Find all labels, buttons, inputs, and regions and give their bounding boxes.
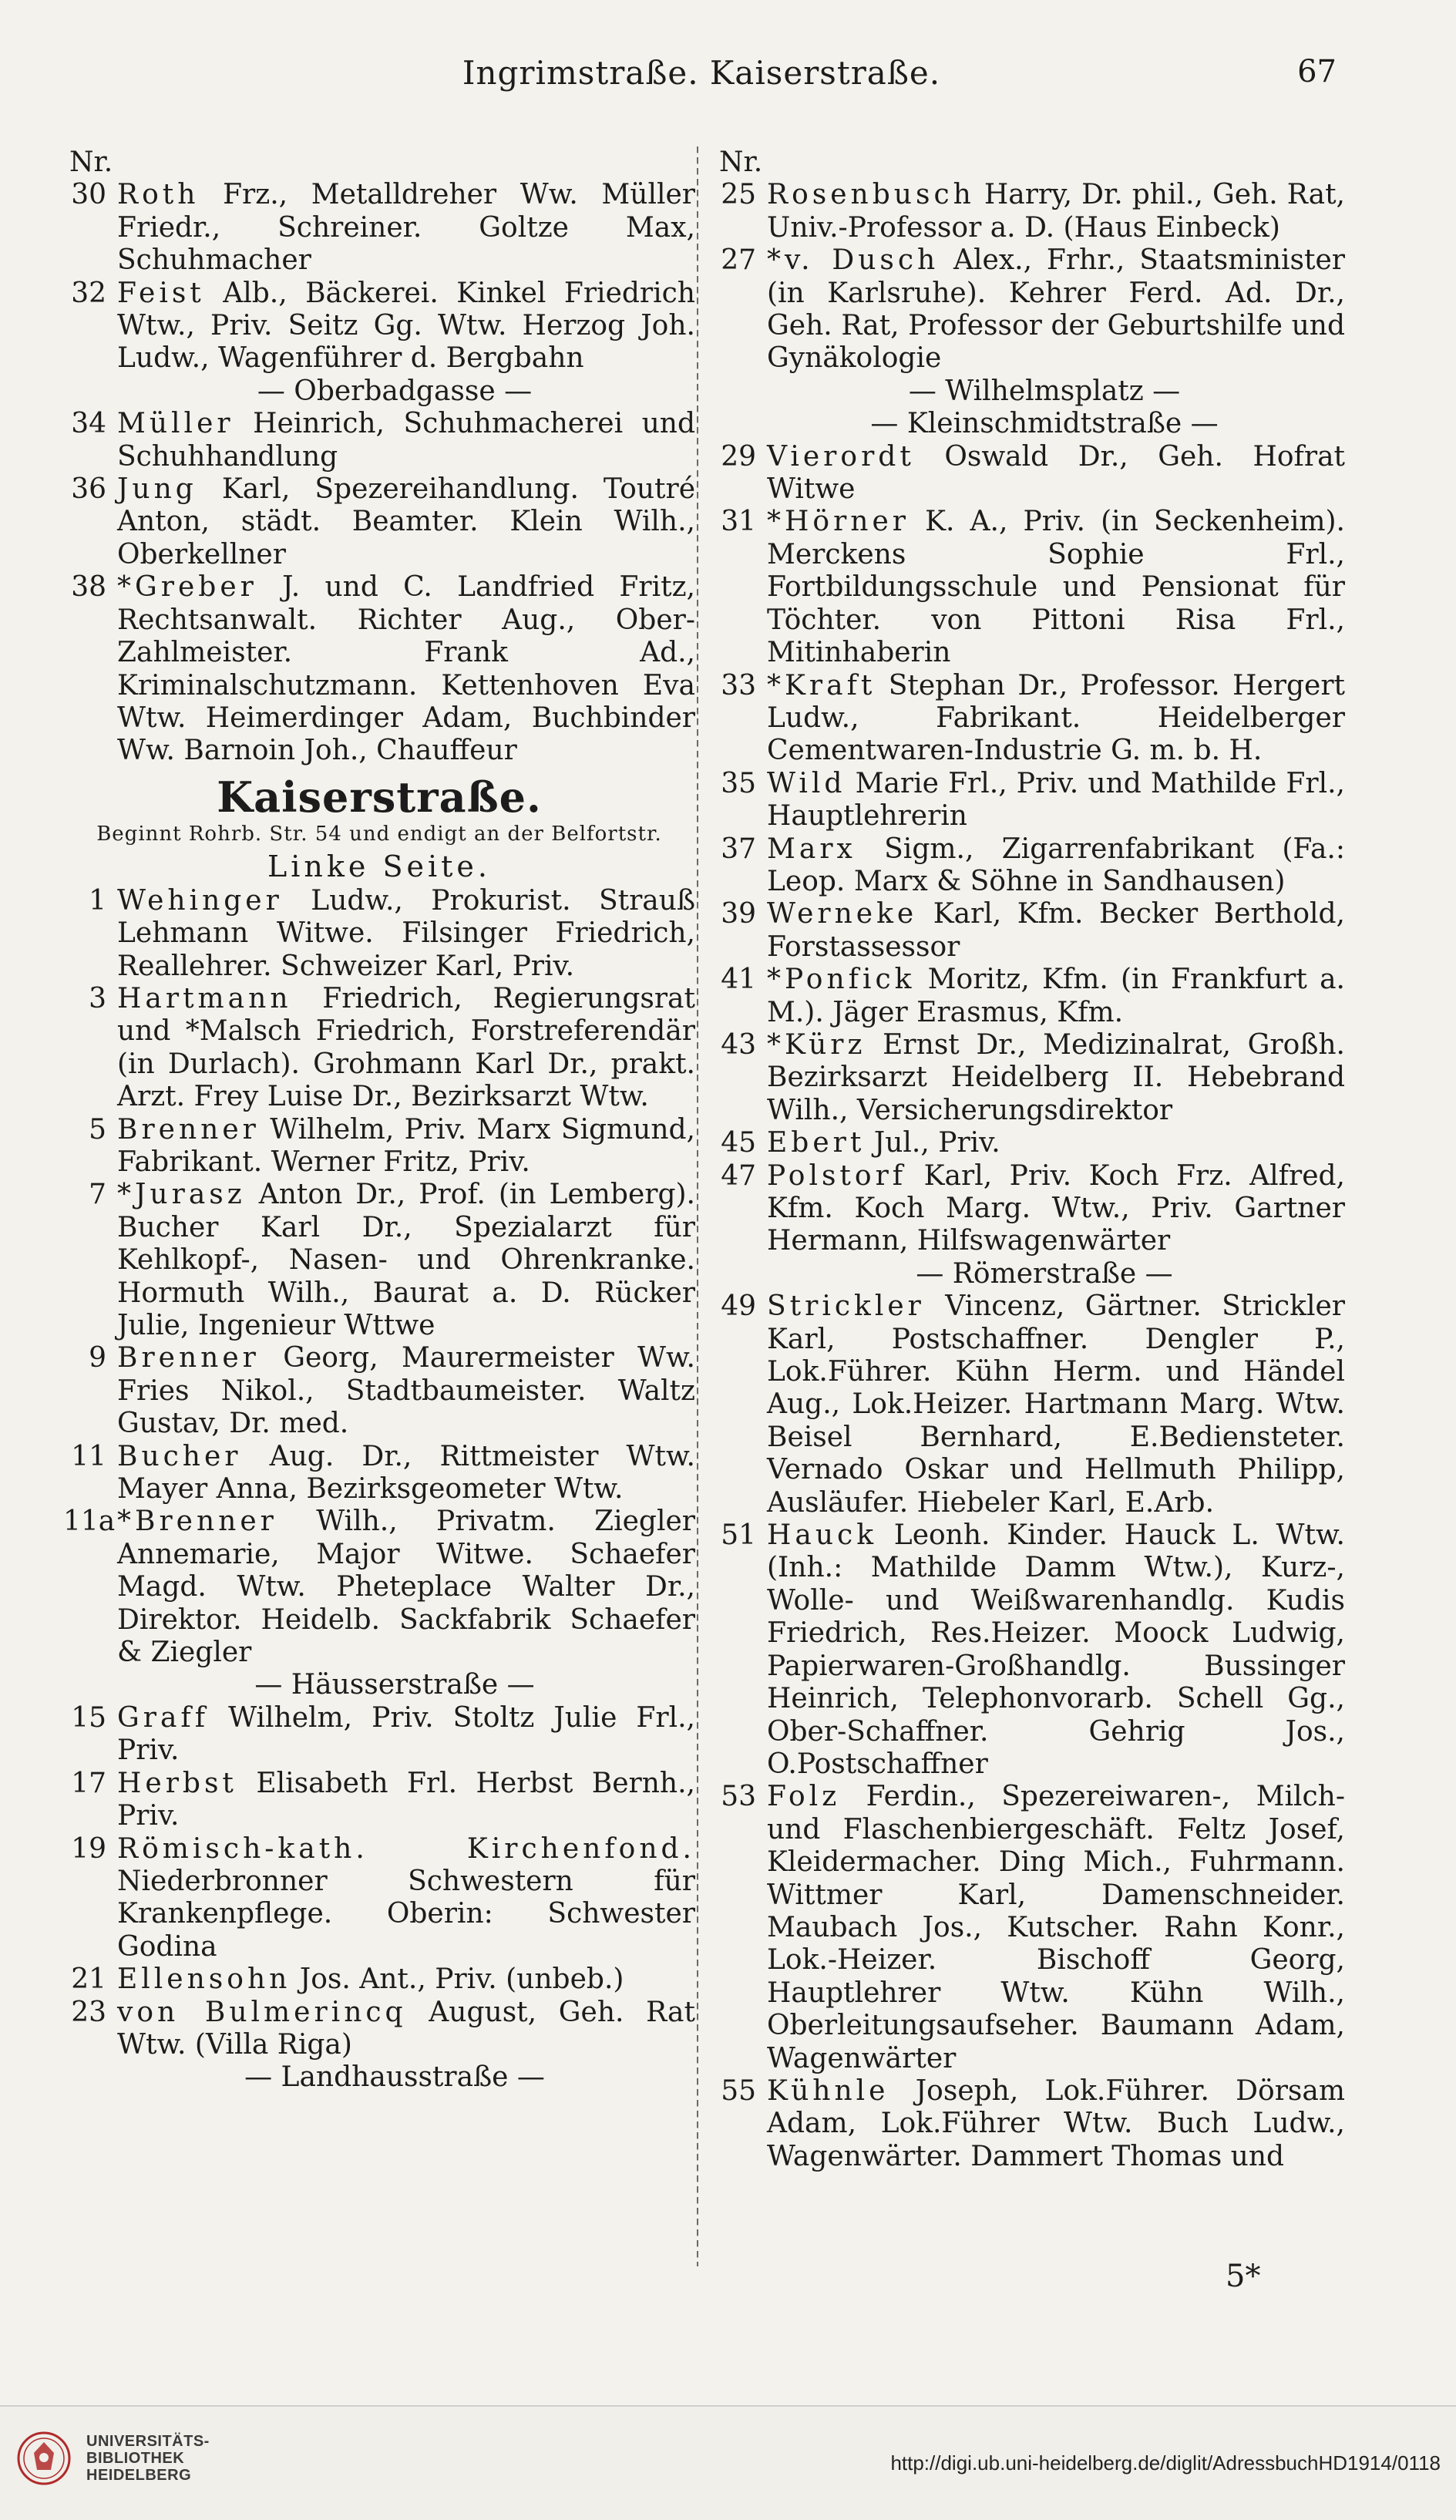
entry-body [767,506,1345,669]
entry-details: Ludw., Prokurist. Strauß Lehmann Witwe. Filsinger Friedrich, Reallehrer. Schweizer Karl, Priv. [117,884,695,982]
entry-details: Niederbronner Schwestern für Krankenpflege. Oberin: Schwester Godina [117,1865,695,1963]
house-number: 39 [721,898,756,930]
library-name-line: BIBLIOTHEK [86,2450,185,2467]
house-number: 25 [721,179,756,211]
house-number: 11 [71,1440,106,1472]
entry-details: J. und C. Landfried Fritz, Rechtsanwalt. Richter Aug., Ober-Zahlmeister. Frank Ad., Kriminalschutzmann. Kettenhoven Eva Wtw. Heimerdinger Adam, Buchbinder Ww. Barnoin Joh., Chauffeur [117,571,695,767]
entry-details: Marie Frl., Priv. und Mathilde Frl., Hauptlehrerin [767,767,1345,833]
house-number: 45 [721,1127,756,1159]
entry-body [117,1963,695,1996]
resident-name: Müller [117,408,234,440]
directory-entry [713,1781,1345,2075]
entry-body [117,1768,695,1833]
page-header [0,54,1456,108]
directory-entry [63,179,695,277]
resident-name: Jung [117,473,197,506]
resident-name: Ebert [767,1127,866,1159]
entry-details: Sigm., Zigarrenfabrikant (Fa.: Leop. Marx & Söhne in Sandhausen) [767,833,1345,897]
entry-body [767,244,1345,375]
resident-name: von Bulmerincq [117,1996,407,2028]
resident-name: Brenner [117,1342,260,1374]
entry-body [767,1290,1345,1519]
directory-entry [63,1342,695,1440]
resident-name: Wehinger [117,884,283,917]
entry-details: Wilh., Privatm. Ziegler Annemarie, Major Witwe. Schaefer Magd. Wtw. Pheteplace Walter Dr., Direktor. Heidelb. Sackfabrik Schaefer & Ziegler [117,1506,695,1669]
entry-body [117,983,695,1114]
entry-details: Alex., Frhr., Staatsminister (in Karlsruhe). Kehrer Ferd. Ad. Dr., Geh. Rat, Professor der Geburtshilfe und Gynäkologie [767,244,1345,375]
entry-details: Ferdin., Spezereiwaren-, Milch- und Flaschenbiergeschäft. Feltz Josef, Kleidermacher. Ding Mich., Fuhrmann. Wittmer Karl, Damenschneider. Maubach Jos., Kutscher. Rahn Konr., Lok.-Heizer. Bischoff Georg, Hauptlehrer Wtw. Kühn Wilh., Oberleitungsaufseher. Baumann Adam, Wagenwärter [767,1781,1345,2074]
entry-list [63,408,695,767]
directory-entry [713,1127,1345,1159]
directory-entry [63,278,695,375]
directory-entry [713,833,1345,899]
entry-details: Frz., Metalldreher Ww. Müller Friedr., Schreiner. Goltze Max, Schuhmacher [117,179,695,277]
entry-body [117,1441,695,1506]
directory-entry [63,1702,695,1768]
directory-entry [63,571,695,767]
directory-entry [63,1441,695,1506]
library-name-line: HEIDELBERG [86,2467,192,2484]
entry-body [767,1160,1345,1258]
entry-body [767,1127,1345,1159]
resident-name: *Ponfick [767,964,916,996]
entry-details: Georg, Maurermeister Ww. Fries Nikol., Stadtbaumeister. Waltz Gustav, Dr. med. [117,1342,695,1440]
directory-entry [713,1519,1345,1781]
directory-entry [63,1963,695,1996]
entry-body [117,1114,695,1179]
university-seal-icon [15,2430,72,2487]
house-number: 49 [721,1290,756,1323]
house-number: 11a [63,1506,116,1538]
entry-body [117,885,695,983]
entry-list [713,1290,1345,2173]
house-number: 55 [721,2074,756,2107]
entry-details: August, Geh. Rat Wtw. (Villa Riga) [117,1996,695,2061]
directory-entry [713,768,1345,833]
directory-entry [63,408,695,473]
entry-body [117,1179,695,1342]
entry-body [767,1519,1345,1781]
entry-body [767,441,1345,506]
resident-name: Folz [767,1781,841,1813]
page-number: 67 [1297,54,1337,89]
side-label: Linke Seite. [267,849,491,883]
house-number: 38 [71,571,106,604]
entry-details: Moritz, Kfm. (in Frankfurt a. M.). Jäger Erasmus, Kfm. [767,964,1345,1028]
resident-name: *Greber [117,571,257,604]
directory-entry [713,179,1345,244]
resident-name: Bucher [117,1440,242,1472]
house-number: 9 [89,1342,106,1374]
source-url-link[interactable]: http://digi.ub.uni-heidelberg.de/diglit/AdressbuchHD1914/0118 [890,2451,1441,2475]
resident-name: Polstorf [767,1159,907,1192]
resident-name: *Jurasz [117,1179,246,1211]
resident-name: Brenner [117,1113,260,1146]
entry-details: Heinrich, Schuhmacherei und Schuhhandlung [117,408,696,473]
entry-body [117,1997,695,2062]
directory-entry [63,1114,695,1179]
entry-details: Stephan Dr., Professor. Hergert Ludw., Fabrikant. Heidelberger Cementwaren-Industrie G. m. b. H. [767,669,1345,767]
resident-name: *Kraft [767,669,876,701]
house-number: 31 [721,506,756,538]
entry-details: Friedrich, Regierungsrat und *Malsch Friedrich, Forstreferendär (in Durlach). Grohmann Karl Dr., prakt. Arzt. Frey Luise Dr., Bezirksarzt Wtw. [117,982,695,1113]
footer [0,2405,1456,2520]
library-name [86,2433,210,2484]
entry-details: Jul., Priv. [873,1127,1000,1159]
resident-name: Rosenbusch [767,179,975,211]
column-divider [697,146,698,2266]
street-subtitle: Beginnt Rohrb. Str. 54 und endigt an der Belfortstr. [96,822,662,846]
house-number: 34 [71,408,106,440]
resident-name: Hartmann [117,982,292,1014]
entry-details: Vincenz, Gärtner. Strickler Karl, Postschaffner. Dengler P., Lok.Führer. Kühn Herm. und Händel Aug., Lok.Heizer. Hartmann Marg. Wtw. Beisel Bernhard, E.Bediensteter. Vernado Oskar und Hellmuth Philipp, Ausläufer. Hiebeler Karl, E.Arb. [767,1290,1345,1519]
entry-details: Karl, Priv. Koch Frz. Alfred, Kfm. Koch Marg. Wtw., Priv. Gartner Hermann, Hilfswagenwärter [767,1159,1345,1257]
directory-entry [713,898,1345,964]
resident-name: Vierordt [767,440,915,473]
entry-body [117,1833,695,1964]
directory-entry [63,885,695,983]
resident-name: Feist [117,277,205,309]
directory-entry [63,1768,695,1833]
house-number: 35 [721,767,756,799]
directory-entry [63,1997,695,2062]
entry-body [117,1342,695,1440]
entry-list [63,885,695,1670]
footer-divider [0,2405,1456,2407]
house-number: 23 [71,1996,106,2028]
house-number: 1 [89,884,106,917]
resident-name: Kühnle [767,2074,889,2107]
directory-entry [713,2075,1345,2173]
house-number: 33 [721,669,756,701]
directory-entry [63,1179,695,1342]
directory-entry [713,506,1345,669]
house-number: 47 [721,1159,756,1192]
directory-entry [63,983,695,1114]
entry-list [63,179,695,375]
directory-entry [63,1833,695,1964]
entry-body [117,571,695,767]
entry-body [117,473,695,571]
directory-entry [63,473,695,571]
entry-body [767,964,1345,1029]
resident-name: *Brenner [117,1506,277,1538]
entry-body [767,670,1345,768]
house-number: 3 [89,982,106,1014]
directory-entry [63,1506,695,1669]
cross-street: — Oberbadgasse — [257,375,533,407]
house-number: 19 [71,1832,106,1865]
house-number: 36 [71,473,106,506]
resident-name: Ellensohn [117,1963,291,1996]
entry-body [117,1506,695,1669]
entry-details: Joseph, Lok.Führer. Dörsam Adam, Lok.Führer Wtw. Buch Ludw., Wagenwärter. Dammert Thomas und [767,2074,1345,2172]
entry-details: Aug. Dr., Rittmeister Wtw. Mayer Anna, Bezirksgeometer Wtw. [117,1440,695,1506]
entry-details: Oswald Dr., Geh. Hofrat Witwe [767,440,1345,506]
entry-body [117,1702,695,1768]
entry-details: Wilhelm, Priv. Marx Sigmund, Fabrikant. Werner Fritz, Priv. [117,1113,695,1178]
entry-body [117,278,695,375]
house-number: 27 [721,244,756,277]
cross-street: — Kleinschmidtstraße — [870,408,1219,440]
entry-details: Elisabeth Frl. Herbst Bernh., Priv. [117,1767,696,1832]
resident-name: Wild [767,767,846,799]
entry-details: Ernst Dr., Medizinalrat, Großh. Bezirksarzt Heidelberg II. Hebebrand Wilh., Versicherungsdirektor [767,1028,1345,1126]
entry-details: Wilhelm, Priv. Stoltz Julie Frl., Priv. [117,1701,695,1767]
cross-street: — Wilhelmsplatz — [908,375,1181,407]
house-number: 32 [71,277,106,309]
entry-details: Leonh. Kinder. Hauck L. Wtw. (Inh.: Mathilde Damm Wtw.), Kurz-, Wolle- und Weißwarenhandlg. Kudis Friedrich, Res.Heizer. Moock Ludwig, Papierwaren-Großhandlg. Bussinger Heinrich, Telephonvorarb. Schell Gg., Ober-Schaffner. Gehrig Jos., O.Postschaffner [767,1519,1345,1780]
library-name-line: UNIVERSITÄTS- [86,2433,210,2450]
house-number: 43 [721,1028,756,1061]
entry-body [117,179,695,277]
house-number: 41 [721,964,756,996]
resident-name: Graff [117,1701,210,1734]
entry-body [767,898,1345,964]
nr-heading: Nr. [69,146,113,178]
directory-entry [713,1029,1345,1127]
house-number: 51 [721,1519,756,1552]
resident-name: Hauck [767,1519,878,1552]
entry-details: Anton Dr., Prof. (in Lemberg). Bucher Karl Dr., Spezialarzt für Kehlkopf-, Nasen- und Ohrenkranke. Hormuth Wilh., Baurat a. D. Rücker Julie, Ingenieur Wttwe [117,1179,695,1341]
house-number: 15 [71,1701,106,1734]
left-column [63,146,695,2094]
entry-body [767,1029,1345,1127]
house-number: 37 [721,833,756,865]
entry-details: Karl, Spezereihandlung. Toutré Anton, städt. Beamter. Klein Wilh., Oberkellner [117,473,695,570]
directory-entry [713,670,1345,768]
running-title: Ingrimstraße. Kaiserstraße. [462,54,941,92]
signature-mark: 5* [1226,2259,1261,2294]
entry-details: Alb., Bäckerei. Kinkel Friedrich Wtw., Priv. Seitz Gg. Wtw. Herzog Joh. Ludw., Wagenführer d. Bergbahn [117,277,695,375]
house-number: 21 [71,1963,106,1996]
entry-body [117,408,695,473]
house-number: 53 [721,1781,756,1813]
house-number: 17 [71,1767,106,1799]
resident-name: Strickler [767,1290,925,1323]
entry-body [767,179,1345,244]
cross-street: — Häusserstraße — [254,1669,535,1701]
resident-name: Römisch-kath. Kirchenfond. [117,1832,695,1865]
resident-name: Marx [767,833,856,865]
entry-details: K. A., Priv. (in Seckenheim). Merckens Sophie Frl., Fortbildungsschule und Pensionat für Töchter. von Pittoni Risa Frl., Mitinhaberin [767,506,1345,669]
nr-heading: Nr. [719,146,763,178]
resident-name: Werneke [767,898,918,930]
directory-entry [713,1160,1345,1258]
cross-street: — Römerstraße — [916,1257,1173,1290]
entry-details: Harry, Dr. phil., Geh. Rat, Univ.-Professor a. D. (Haus Einbeck) [767,179,1345,244]
house-number: 30 [71,179,106,211]
entry-list [63,1702,695,2061]
entry-details: Karl, Kfm. Becker Berthold, Forstassessor [767,898,1345,963]
street-title: Kaiserstraße. [217,772,542,822]
directory-entry [713,964,1345,1029]
resident-name: *Kürz [767,1028,866,1061]
entry-body [767,2075,1345,2173]
directory-entry [713,244,1345,375]
right-column [713,146,1345,2173]
directory-entry [713,1290,1345,1519]
library-logo[interactable] [15,2430,210,2487]
directory-entry [713,441,1345,506]
entry-body [767,833,1345,899]
resident-name: *v. Dusch [767,244,940,277]
house-number: 29 [721,440,756,473]
resident-name: *Hörner [767,506,910,538]
entry-list [713,179,1345,375]
cross-street: — Landhausstraße — [244,2061,545,2094]
entry-list [713,441,1345,1258]
house-number: 5 [89,1113,106,1146]
resident-name: Herbst [117,1767,237,1799]
resident-name: Roth [117,179,200,211]
entry-body [767,768,1345,833]
entry-details: Jos. Ant., Priv. (unbeb.) [299,1963,624,1996]
house-number: 7 [89,1179,106,1211]
entry-body [767,1781,1345,2075]
